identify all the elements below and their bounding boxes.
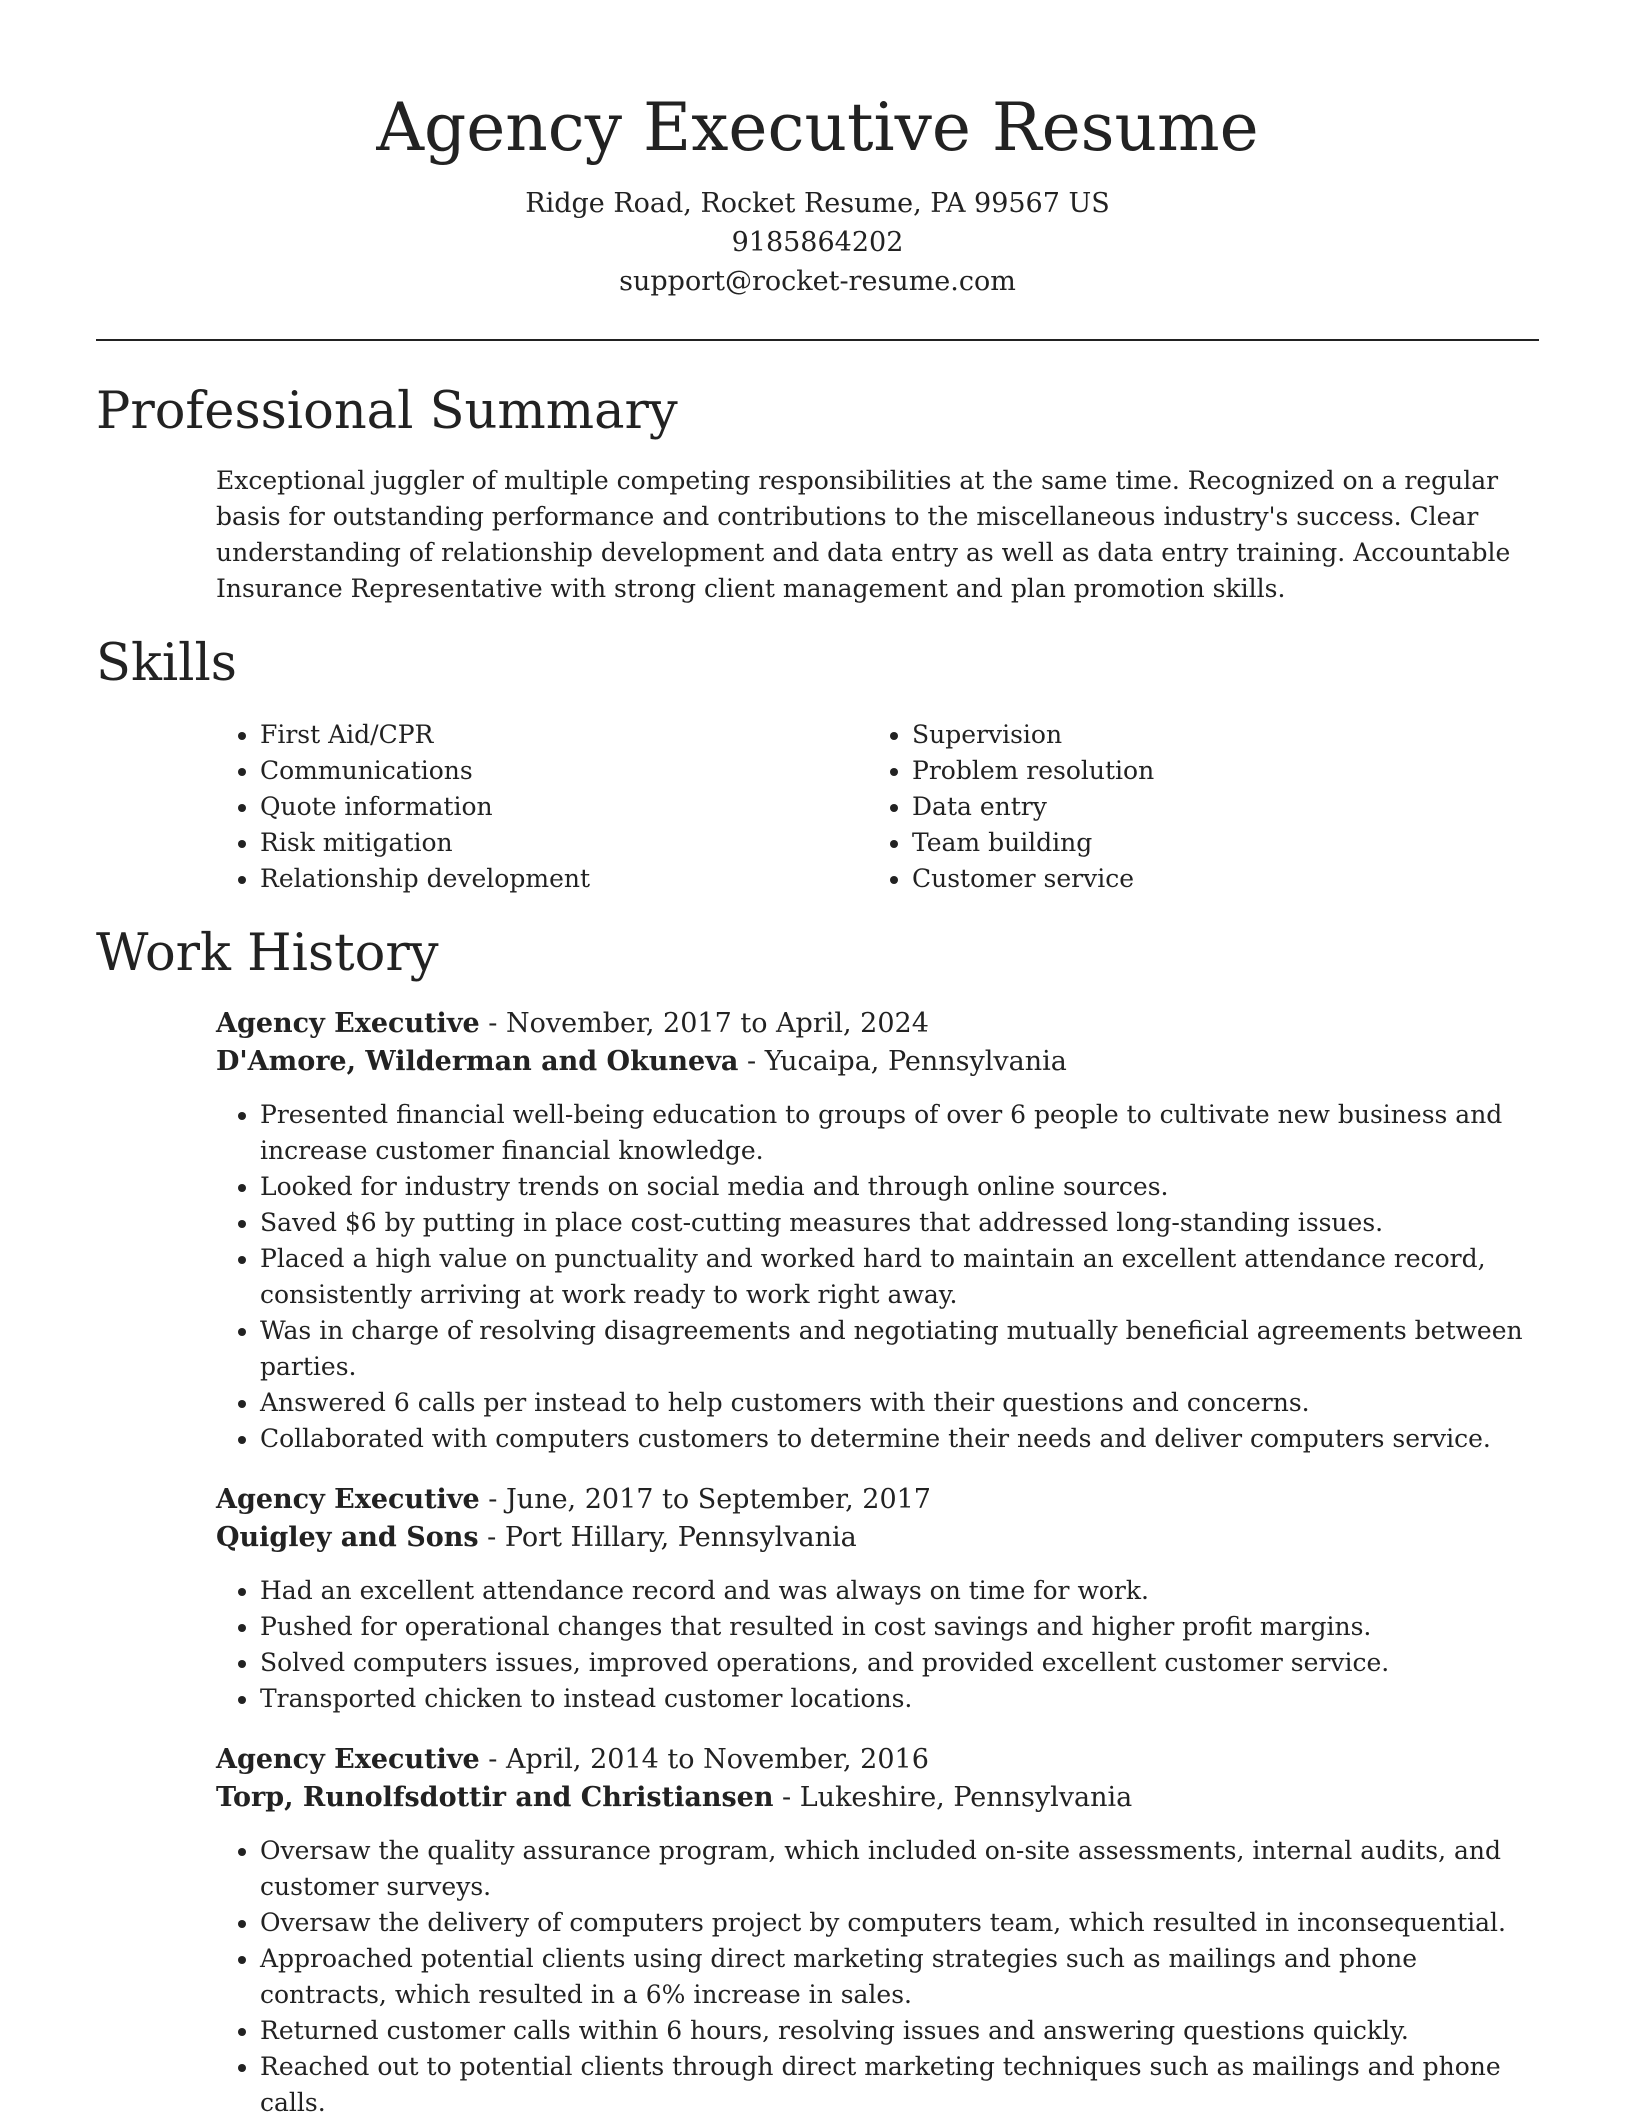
skill-item: • Data entry [912,789,1520,825]
skills-grid [216,717,1539,897]
job-bullet: • Was in charge of resolving disagreements and negotiating mutually beneficial agreements between parties. [260,1313,1546,1385]
job-bullet: • Reached out to potential clients through direct marketing techniques such as mailings and phone calls. [260,2049,1546,2121]
skills-heading: Skills [96,634,237,693]
summary-heading: Professional Summary [96,382,678,441]
skill-item: • Relationship development [260,861,868,897]
job-bullet: • Had an excellent attendance record and was always on time for work. [260,1573,1546,1609]
job-entry [216,1005,1546,1457]
contact-phone: 9185864202 [731,227,904,258]
skill-item: • Communications [260,753,868,789]
job-bullet: • Oversaw the delivery of computers project by computers team, which resulted in inconsequential. [260,1905,1546,1941]
job-dates: - April, 2014 to November, 2016 [479,1744,929,1775]
job-entry [216,1741,1546,2121]
job-role: Agency Executive [216,1744,480,1775]
job-location: - Yucaipa, Pennsylvania [738,1046,1067,1077]
job-entry [216,1481,1546,1717]
resume-header [96,0,1539,301]
job-company-line [216,1519,1546,1557]
job-bullet: • Solved computers issues, improved operations, and provided excellent customer service. [260,1645,1546,1681]
contact-block [96,184,1539,301]
job-dates: - June, 2017 to September, 2017 [479,1484,931,1515]
job-bullet: • Presented financial well-being education to groups of over 6 people to cultivate new business and increase customer financial knowledge. [260,1097,1546,1169]
contact-email: support@rocket-resume.com [619,266,1016,297]
skills-column-left [216,717,868,897]
skill-item: • Customer service [912,861,1520,897]
skill-item: • Risk mitigation [260,825,868,861]
job-location: - Lukeshire, Pennsylvania [773,1782,1133,1813]
job-role-line [216,1005,1546,1043]
skill-item: • Quote information [260,789,868,825]
job-location: - Port Hillary, Pennsylvania [478,1522,857,1553]
contact-address: Ridge Road, Rocket Resume, PA 99567 US [525,188,1110,219]
job-role-line [216,1481,1546,1519]
job-dates: - November, 2017 to April, 2024 [479,1008,929,1039]
resume-page [96,0,1539,2121]
job-bullets [216,1573,1546,1717]
header-divider [96,339,1539,341]
summary-text: Exceptional juggler of multiple competing responsibilities at the same time. Recognized on a regular basis for outstanding performance and contributions to the miscellaneous industry's success. Clear understanding of relationship development and data entry as well as data entry training. Accountable Insurance Representative with strong client management and plan promotion skills. [216,466,1511,603]
job-bullet: • Approached potential clients using direct marketing strategies such as mailings and phone contracts, which resulted in a 6% increase in sales. [260,1941,1546,2013]
job-role-line [216,1741,1546,1779]
job-company: Torp, Runolfsdottir and Christiansen [216,1782,774,1813]
job-role: Agency Executive [216,1008,480,1039]
skill-item: • Team building [912,825,1520,861]
job-bullet: • Answered 6 calls per instead to help customers with their questions and concerns. [260,1385,1546,1421]
job-role: Agency Executive [216,1484,480,1515]
job-bullet: • Collaborated with computers customers to determine their needs and deliver computers service. [260,1421,1546,1457]
job-bullet: • Saved $6 by putting in place cost-cutting measures that addressed long-standing issues. [260,1205,1546,1241]
job-bullet: • Looked for industry trends on social media and through online sources. [260,1169,1546,1205]
resume-title: Agency Executive Resume [376,89,1259,166]
skills-column-right [868,717,1520,897]
job-bullet: • Oversaw the quality assurance program, which included on-site assessments, internal audits, and customer surveys. [260,1833,1546,1905]
job-bullet: • Transported chicken to instead customer locations. [260,1681,1546,1717]
skill-item: • First Aid/CPR [260,717,868,753]
job-company: Quigley and Sons [216,1522,479,1553]
job-company-line [216,1779,1546,1817]
job-company-line [216,1043,1546,1081]
job-bullet: • Returned customer calls within 6 hours, resolving issues and answering questions quickly. [260,2013,1546,2049]
job-bullet: • Pushed for operational changes that resulted in cost savings and higher profit margins. [260,1609,1546,1645]
job-company: D'Amore, Wilderman and Okuneva [216,1046,739,1077]
skill-item: • Problem resolution [912,753,1520,789]
job-bullets [216,1097,1546,1457]
job-bullet: • Placed a high value on punctuality and worked hard to maintain an excellent attendance record, consistently arriving at work ready to work right away. [260,1241,1546,1313]
job-bullets [216,1833,1546,2121]
work-history-heading: Work History [96,924,439,983]
skill-item: • Supervision [912,717,1520,753]
